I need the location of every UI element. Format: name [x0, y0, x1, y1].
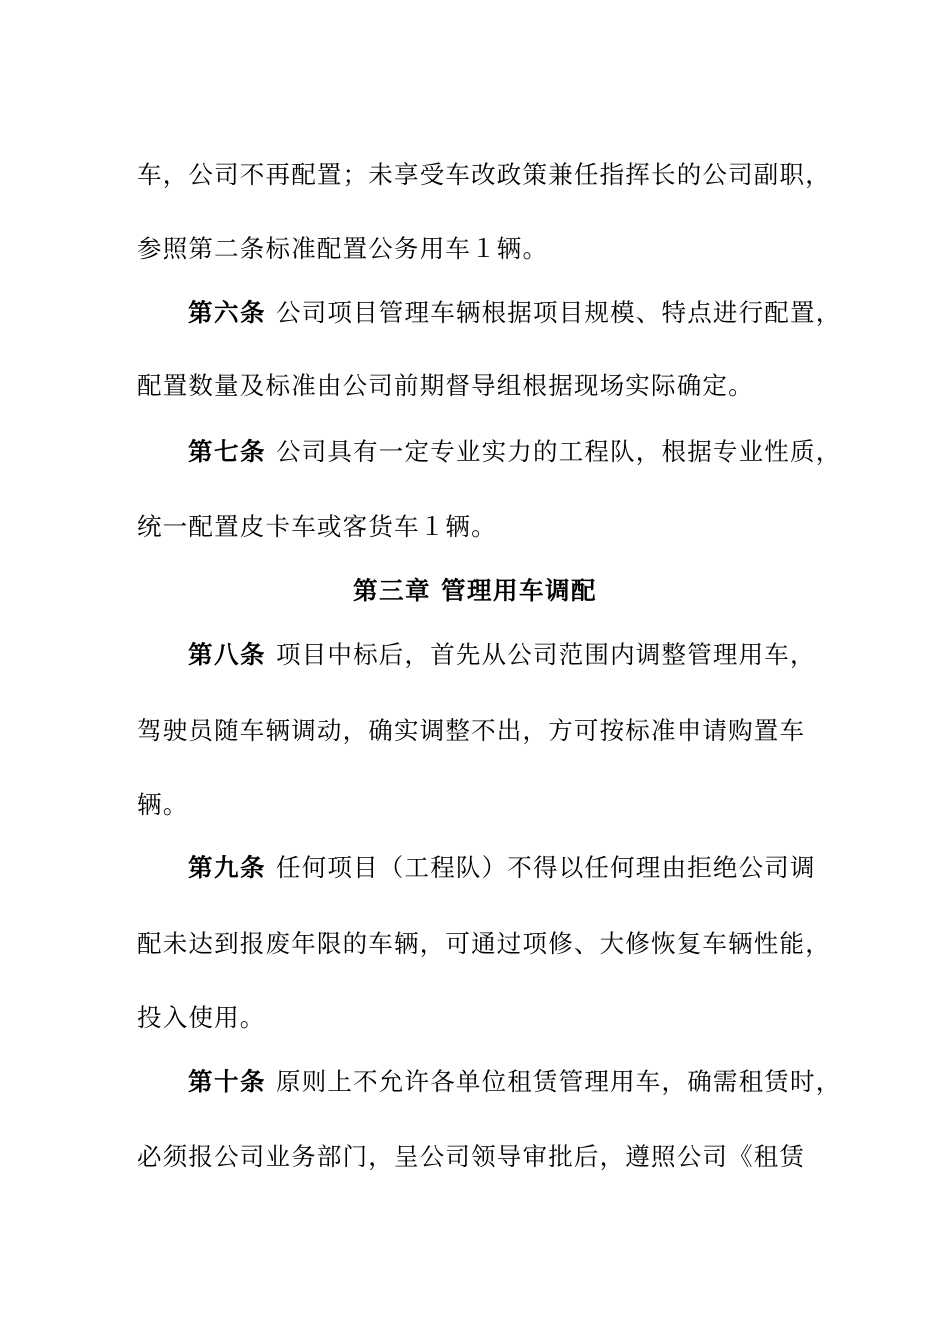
article-9-line — [188, 848, 838, 888]
article-9-text: 任何项目（工程队）不得以任何理由拒绝公司调 — [276, 853, 816, 882]
paragraph-line: 配未达到报废年限的车辆，可通过项修、大修恢复车辆性能， — [137, 929, 831, 958]
paragraph-line: 车，公司不再配置；未享受车改政策兼任指挥长的公司副职， — [137, 160, 831, 189]
article-10-label: 第十条 — [188, 1067, 266, 1096]
chapter-heading: 第三章 管理用车调配 — [352, 576, 598, 605]
paragraph-line: 统一配置皮卡车或客货车１辆。 — [137, 512, 497, 541]
article-7-text: 公司具有一定专业实力的工程队，根据专业性质， — [276, 437, 842, 466]
article-8-text: 项目中标后，首先从公司范围内调整管理用车， — [276, 640, 816, 669]
article-10-text: 原则上不允许各单位租赁管理用车，确需租赁时， — [276, 1067, 842, 1096]
article-7-line — [188, 432, 842, 472]
article-7-label: 第七条 — [188, 437, 266, 466]
article-6-text: 公司项目管理车辆根据项目规模、特点进行配置， — [276, 298, 842, 327]
paragraph-line: 参照第二条标准配置公务用车１辆。 — [137, 234, 549, 263]
paragraph-line: 辆。 — [137, 790, 189, 819]
paragraph-line: 必须报公司业务部门，呈公司领导审批后，遵照公司《租赁 — [137, 1142, 806, 1171]
paragraph-line: 投入使用。 — [137, 1003, 266, 1032]
article-8-line — [188, 635, 838, 675]
article-6-line — [188, 293, 842, 333]
article-9-label: 第九条 — [188, 853, 266, 882]
paragraph-line: 配置数量及标准由公司前期督导组根据现场实际确定。 — [137, 371, 754, 400]
article-8-label: 第八条 — [188, 640, 266, 669]
article-6-label: 第六条 — [188, 298, 266, 327]
article-10-line — [188, 1062, 842, 1102]
paragraph-line: 驾驶员随车辆调动，确实调整不出，方可按标准申请购置车 — [137, 716, 806, 745]
